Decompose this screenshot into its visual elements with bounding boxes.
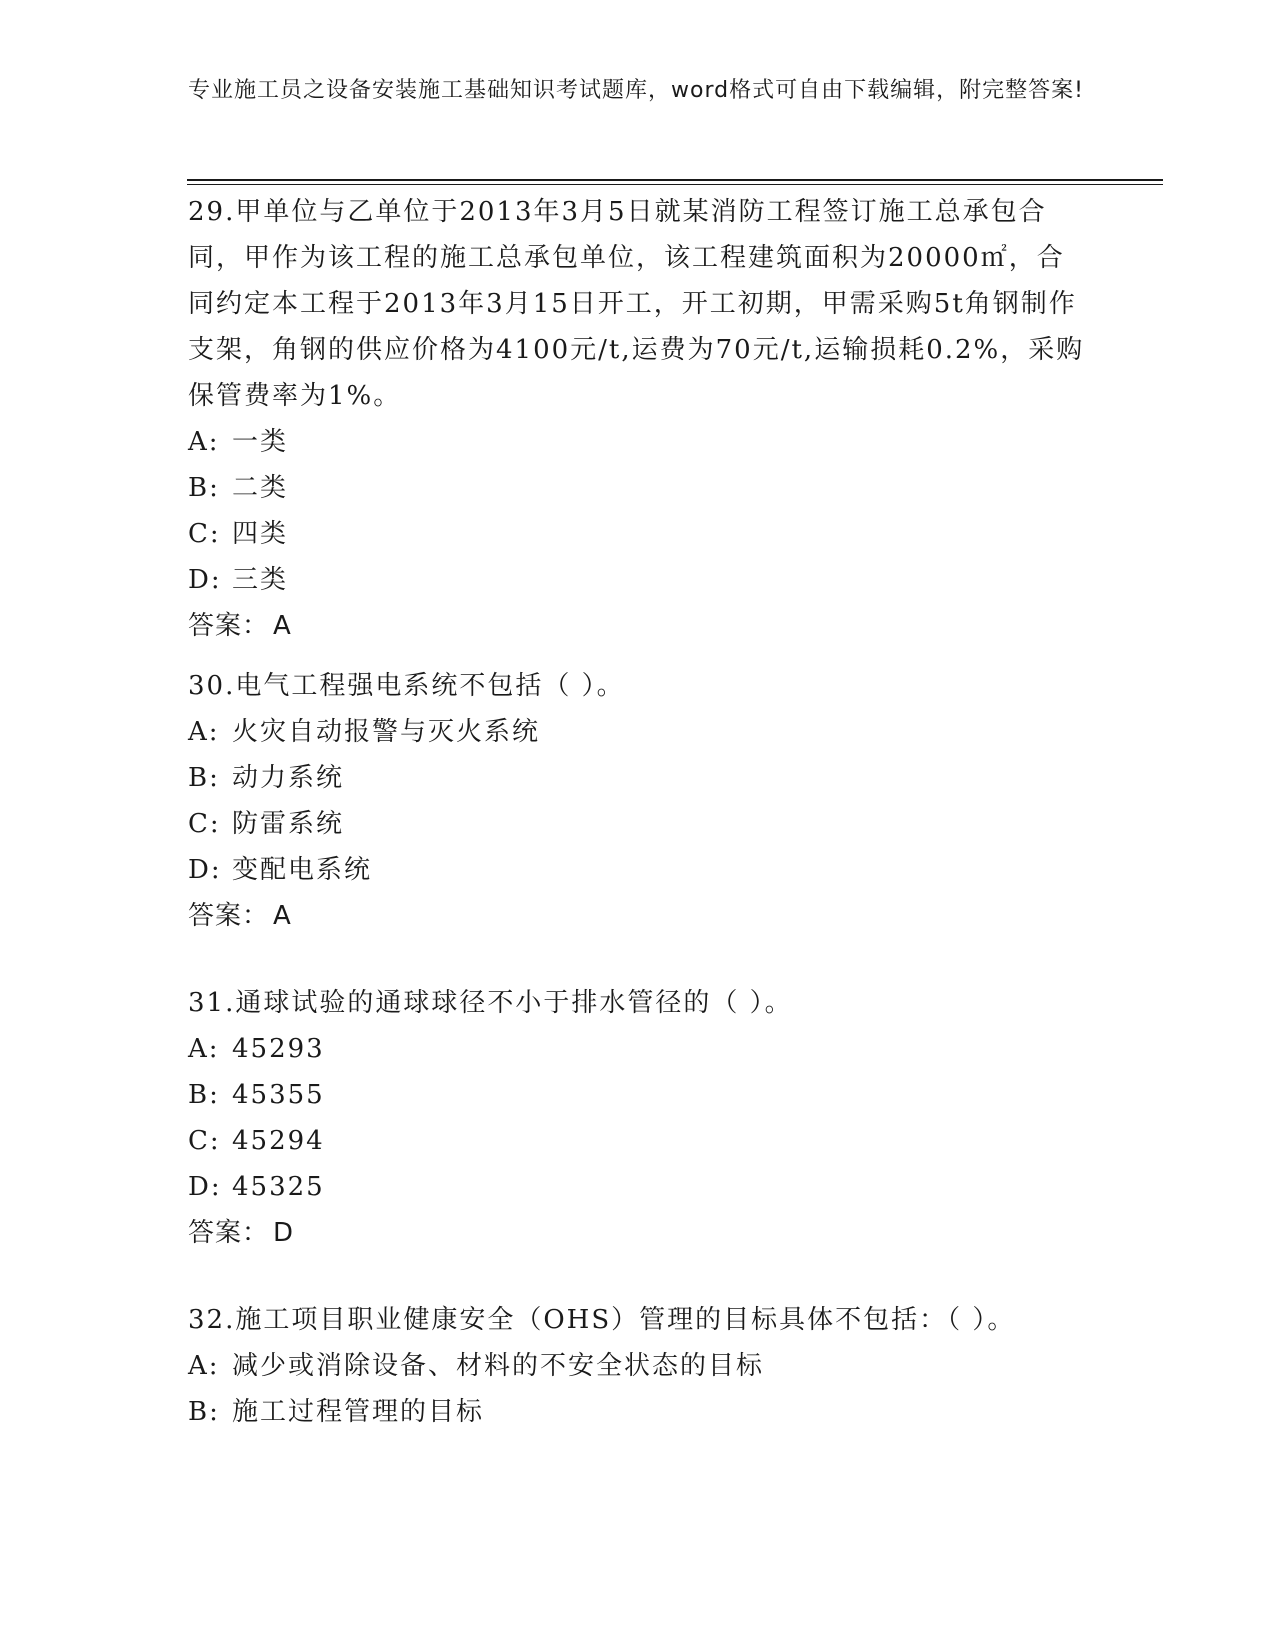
question-stem: 30.电气工程强电系统不包括（ ）。 xyxy=(188,671,625,701)
option-label: D: xyxy=(188,1172,222,1202)
option-label: B: xyxy=(188,1397,220,1427)
answer-label: 答案： xyxy=(188,1218,270,1248)
option-text: 施工过程管理的目标 xyxy=(232,1397,485,1427)
option-b xyxy=(188,755,1088,801)
answer-line xyxy=(188,603,1088,649)
option-b xyxy=(188,465,1088,511)
option-text: 防雷系统 xyxy=(232,809,345,839)
option-label: D: xyxy=(188,855,222,885)
option-text: 45293 xyxy=(232,1034,325,1064)
header-divider-thick xyxy=(187,179,1163,181)
option-label: A: xyxy=(188,1351,220,1381)
option-label: C: xyxy=(188,519,221,549)
option-a xyxy=(188,1343,1088,1389)
answer-value: A xyxy=(273,611,292,641)
option-text: 动力系统 xyxy=(232,763,345,793)
option-d xyxy=(188,557,1088,603)
question-30 xyxy=(188,663,1088,939)
option-text: 减少或消除设备、材料的不安全状态的目标 xyxy=(232,1351,765,1381)
option-label: B: xyxy=(188,1080,220,1110)
answer-value: D xyxy=(273,1218,295,1248)
option-b xyxy=(188,1072,1088,1118)
option-a xyxy=(188,419,1088,465)
option-d xyxy=(188,847,1088,893)
option-text: 一类 xyxy=(232,427,289,457)
answer-line xyxy=(188,893,1088,939)
question-31 xyxy=(188,980,1088,1256)
option-c xyxy=(188,511,1088,557)
question-stem: 32.施工项目职业健康安全（OHS）管理的目标具体不包括：（ ）。 xyxy=(188,1305,1016,1335)
option-text: 三类 xyxy=(232,565,289,595)
option-text: 45355 xyxy=(232,1080,325,1110)
question-stem: 29.甲单位与乙单位于2013年3月5日就某消防工程签订施工总承包合同，甲作为该工程的施工总承包单位，该工程建筑面积为20000㎡，合同约定本工程于2013年3月15日开工，开工初期，甲需采购5t角钢制作支架，角钢的供应价格为4100元/t,运费为70元/t,运输损耗0.2%，采购保管费率为1%。 xyxy=(188,197,1085,411)
option-text: 变配电系统 xyxy=(232,855,373,885)
option-text: 四类 xyxy=(232,519,289,549)
option-label: D: xyxy=(188,565,222,595)
option-d xyxy=(188,1164,1088,1210)
question-stem: 31.通球试验的通球球径不小于排水管径的（ ）。 xyxy=(188,988,793,1018)
option-label: C: xyxy=(188,809,221,839)
option-text: 45325 xyxy=(232,1172,325,1202)
question-32 xyxy=(188,1297,1088,1435)
option-b xyxy=(188,1389,1088,1435)
option-label: A: xyxy=(188,427,220,457)
option-text: 45294 xyxy=(232,1126,325,1156)
answer-value: A xyxy=(273,901,292,931)
option-label: C: xyxy=(188,1126,221,1156)
option-a xyxy=(188,1026,1088,1072)
question-29 xyxy=(188,189,1088,649)
answer-line xyxy=(188,1210,1088,1256)
answer-label: 答案： xyxy=(188,901,270,931)
option-c xyxy=(188,801,1088,847)
header-divider-thin xyxy=(187,184,1163,185)
answer-label: 答案： xyxy=(188,611,270,641)
option-label: B: xyxy=(188,763,220,793)
option-text: 二类 xyxy=(232,473,289,503)
option-c xyxy=(188,1118,1088,1164)
option-label: A: xyxy=(188,1034,220,1064)
option-text: 火灾自动报警与灭火系统 xyxy=(232,717,541,747)
option-a xyxy=(188,709,1088,755)
option-label: B: xyxy=(188,473,220,503)
document-header: 专业施工员之设备安装施工基础知识考试题库，word格式可自由下载编辑，附完整答案! xyxy=(188,78,1084,103)
option-label: A: xyxy=(188,717,220,747)
